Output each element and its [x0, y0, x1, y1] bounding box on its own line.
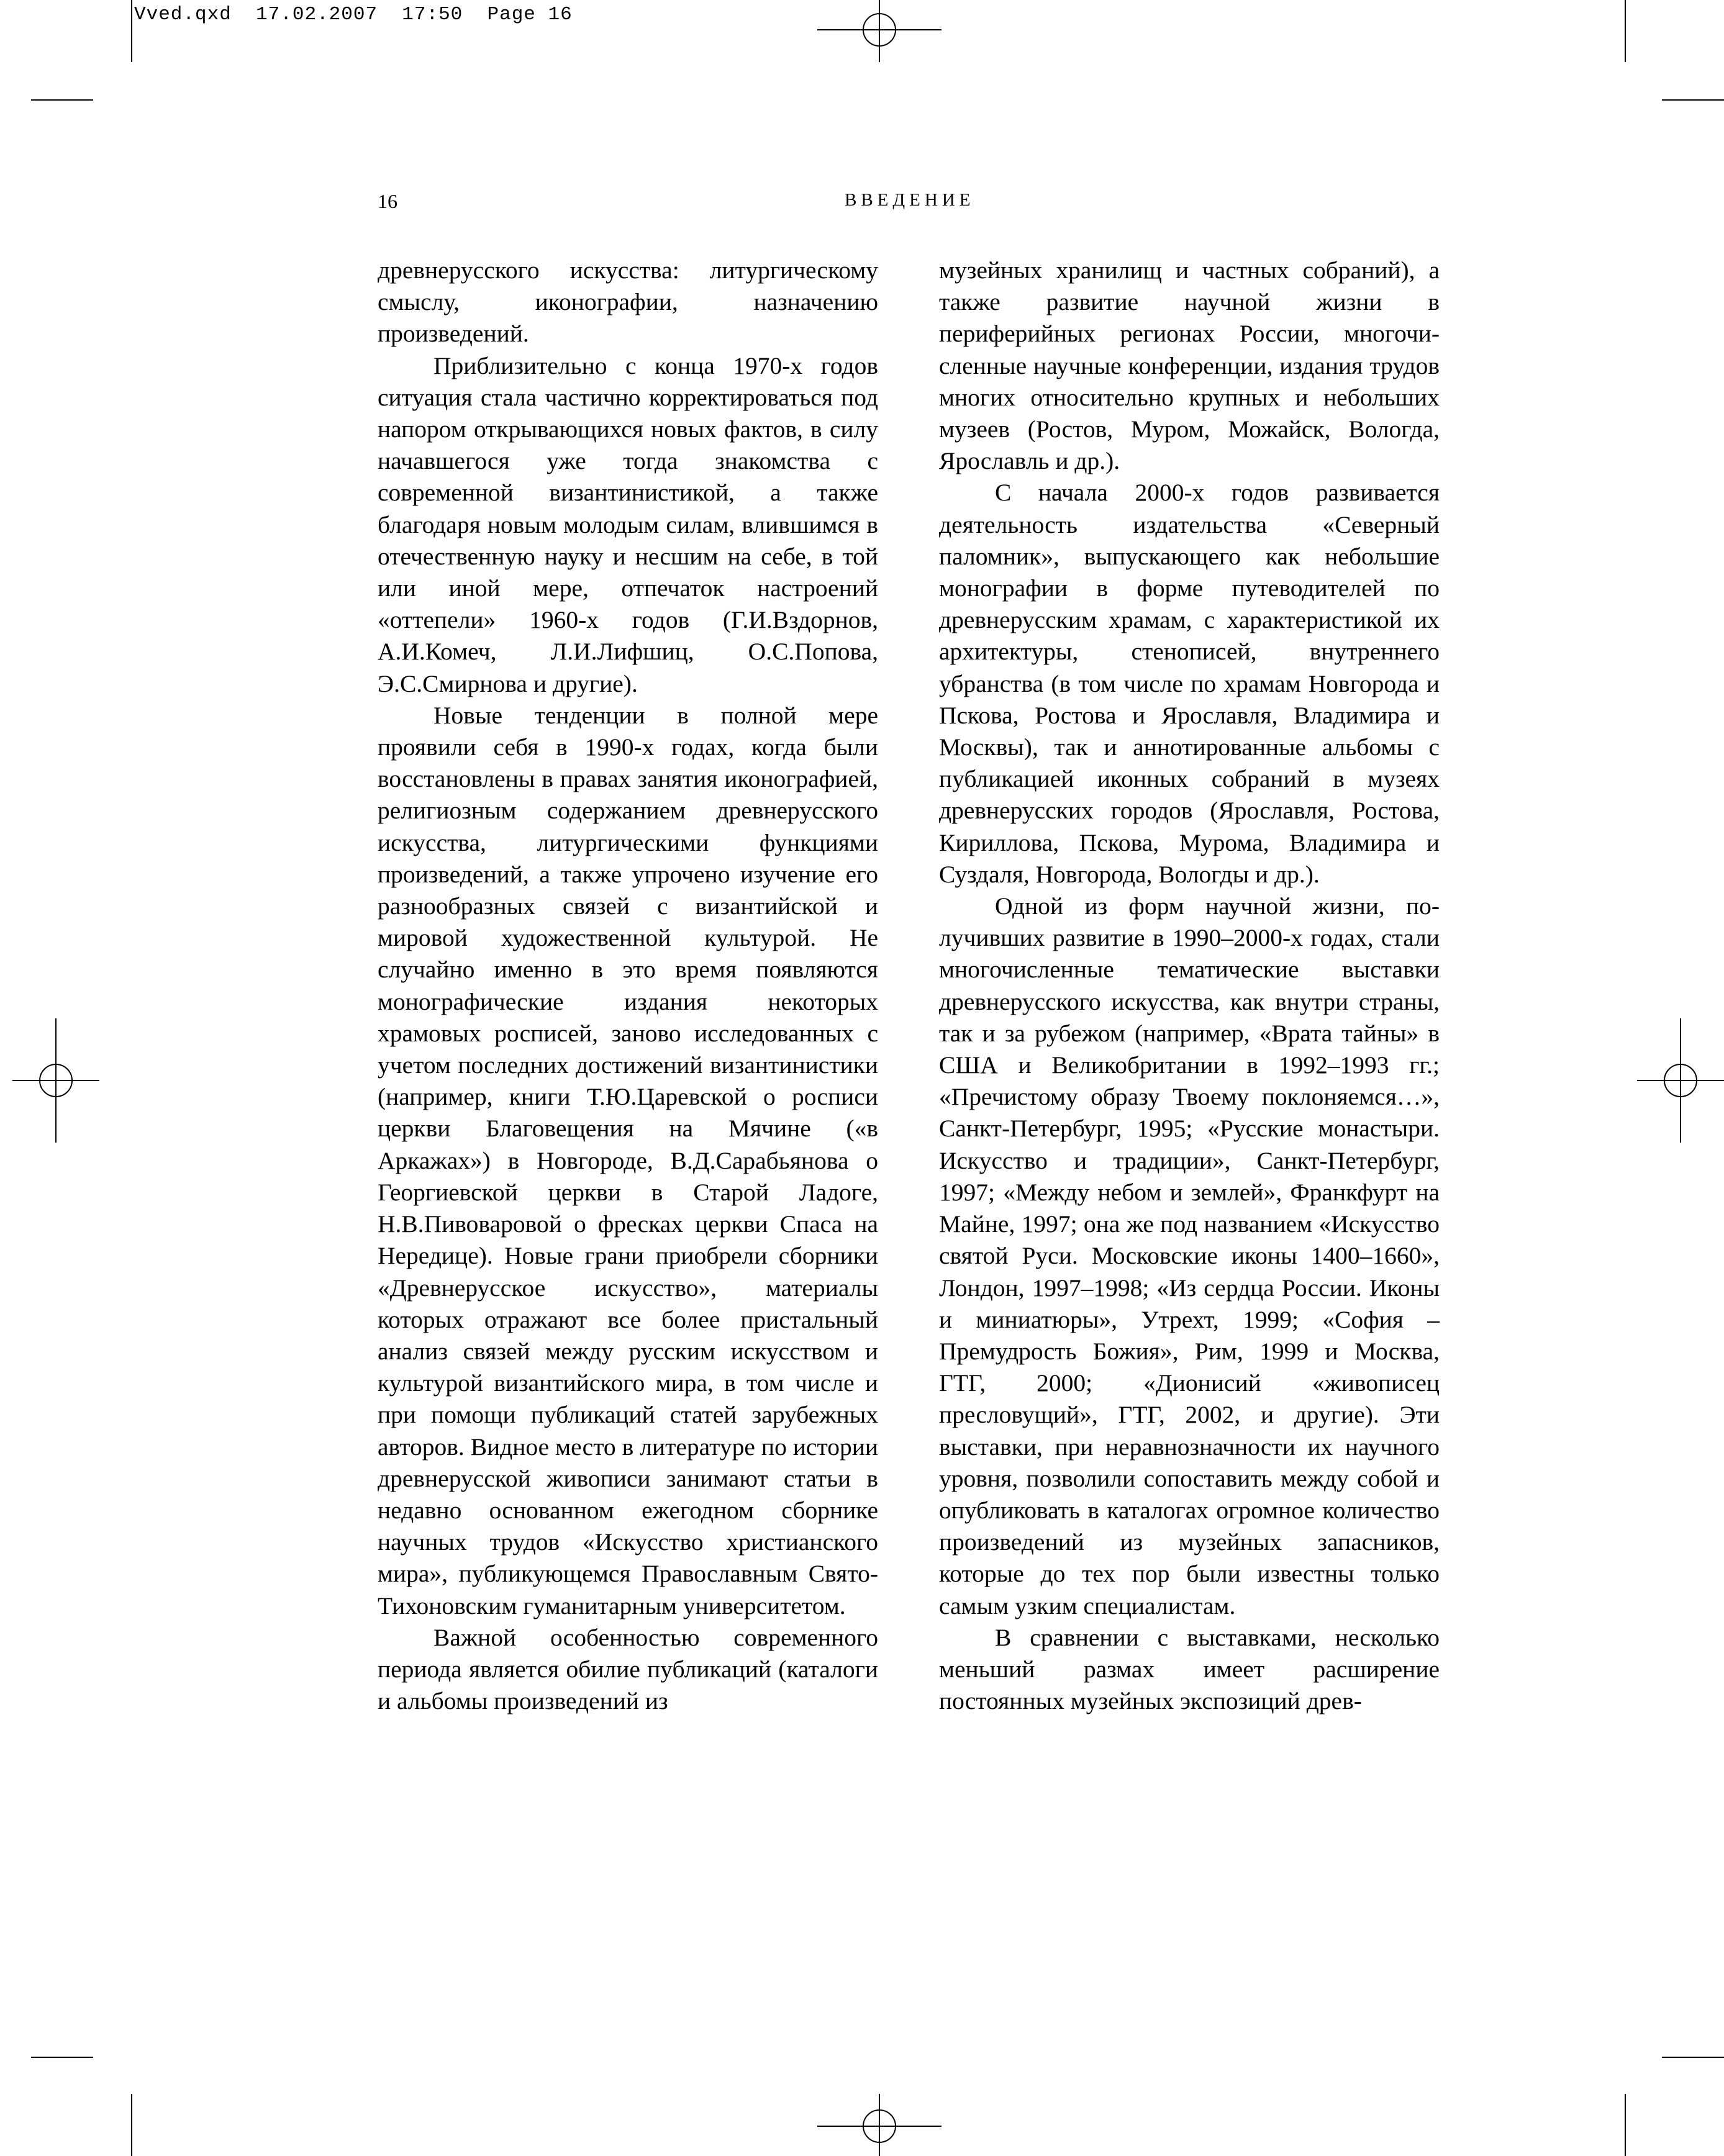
crop-mark-top-left-vertical [131, 0, 132, 62]
paragraph: С начала 2000-х годов развивается деятельность издательства «Северный паломник», выпускающего как небольшие монографии в форме путеводителей по древнерусским храмам, с характеристикой их архитектуры, стенописей, внутреннего убранства (в том числе по храмам Новгорода и Пскова, Ростова и Ярославля, Владимира и Москвы), так и аннотированные альбомы с публикацией иконных собраний в музеях древнерусских городов (Ярославля, Ростова, Кириллова, Пскова, Мурома, Владимира и Суздаля, Новгорода, Вологды и др.). [939, 479, 1440, 888]
registration-mark-right [1637, 1018, 1724, 1143]
file-slug: Vved.qxd 17.02.2007 17:50 Page 16 [134, 4, 573, 25]
paragraph: Одной из форм научной жизни, получивших развитие в 1990–2000-х годах, стали многочисленные тематические выставки древнерусского искусства, как внутри страны, так и за рубежом (например, «Врата тайны» в США и Великобритании в 1992–1993 гг.; «Пречистому образу Твоему поклоняемся…», Санкт-Петербург, 1995; «Русские монастыри. Искусство и традиции», Санкт-Петербург, 1997; «Между небом и землей», Франкфурт на Майне, 1997; она же под названием «Искусство святой Руси. Московские иконы 1400–1660», Лондон, 1997–1998; «Из сердца России. Иконы и миниатюры», Утрехт, 1999; «София – Премудрость Божия», Рим, 1999 и Москва, ГТГ, 2000; «Дионисий «живописец пресловущий», ГТГ, 2002, и другие). Эти выставки, при неравнозначности их научного уровня, позволили сопоставить между собой и опубликовать в каталогах огромное количество произведений из музейных запасников, которые до тех пор были известны только самым узким специалистам. [939, 892, 1440, 1619]
text-column-left [378, 255, 878, 1717]
crop-mark-top-left-horizontal [31, 99, 93, 101]
registration-mark-left [12, 1018, 99, 1143]
crop-mark-top-right-horizontal [1662, 99, 1724, 101]
crop-mark-bottom-right-vertical [1625, 2094, 1626, 2156]
registration-mark-bottom [817, 2094, 941, 2156]
paragraph: музейных хранилищ и частных собраний), а также развитие научной жизни в периферийных регионах России, многочисленные научные конференции, издания трудов многих относительно крупных и небольших музеев (Ростов, Муром, Можайск, Вологда, Ярославль и др.). [939, 256, 1440, 475]
paragraph: Новые тенденции в полной мере проявили себя в 1990-х годах, когда были восстановлены в правах занятия иконографией, религиозным содержанием древнерусского искусства, литургическими функциями произведений, а также упрочено изучение его разнообразных связей с византийской и мировой художественной культурой. Не случайно именно в это время появляются монографические издания некоторых храмовых росписей, заново исследованных с учетом последних достижений византинистики (например, книги Т.Ю.Царевской о росписи церкви Благовещения на Мячине («в Аркажах») в Новгороде, В.Д.Сарабьянова о Георгиевской церкви в Старой Ладоге, Н.В.Пивоваровой о фресках церкви Спаса на Нередице). Новые грани приобрели сборники «Древнерусское искусство», материалы которых отражают все более пристальный анализ связей между русским искусством и культурой византийского мира, в том числе и при помощи публикаций статей зарубежных авторов. Видное место в литературе по истории древнерусской живописи занимают статьи в недавно основанном ежегодном сборнике научных трудов «Искусство христианского мира», публикующемся Православным Свято-Тихоновским гуманитарным университетом. [378, 701, 878, 1619]
paragraph: древнерусского искусства: литургическому смыслу, иконографии, назначению произведений. [378, 256, 878, 348]
registration-mark-top [817, 0, 941, 62]
crop-mark-bottom-right-horizontal [1662, 2057, 1724, 2058]
running-head: ВВЕДЕНИЕ [845, 190, 975, 210]
paragraph: Приблизительно с конца 1970-х годов ситуация стала частично корректироваться под напором открывающихся новых фактов, в силу начавшегося уже тогда знакомства с современной византинистикой, а также благодаря новым молодым силам, влившимся в отечественную науку и несшим на себе, в той или иной мере, отпечаток настроений «оттепели» 1960-х годов (Г.И.Вздорнов, А.И.Комеч, Л.И.Лифшиц, О.С.Попова, Э.С.Смирнова и другие). [378, 351, 878, 697]
text-column-right [939, 255, 1440, 1717]
page-number: 16 [378, 190, 397, 212]
paragraph: В сравнении с выставками, несколько меньший размах имеет расширение постоянных музейных экспозиций древ- [939, 1623, 1440, 1715]
crop-mark-bottom-left-vertical [131, 2094, 132, 2156]
crop-mark-bottom-left-horizontal [31, 2057, 93, 2058]
paragraph: Важной особенностью современного периода является обилие публикаций (каталоги и альбомы произведений из [378, 1623, 878, 1715]
crop-mark-top-right-vertical [1625, 0, 1626, 62]
